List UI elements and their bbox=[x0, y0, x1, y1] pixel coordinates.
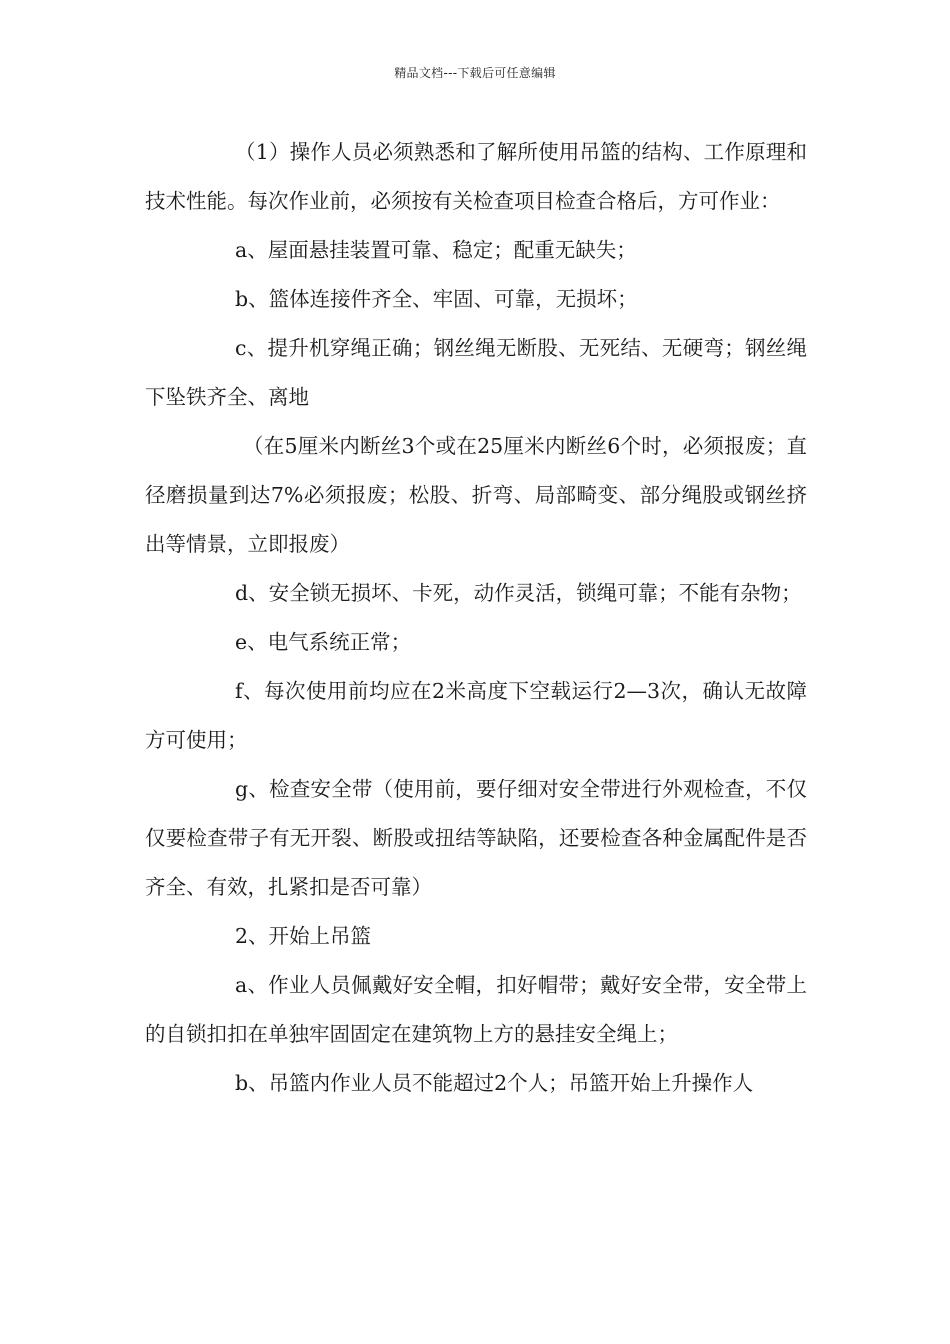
paragraph-wire-rope-scrap-criteria: （在5厘米内断丝3个或在25厘米内断丝6个时，必须报废；直径磨损量到达7%必须报废；松股、折弯、局部畸变、部分绳股或钢丝挤出等情景，立即报废） bbox=[145, 434, 807, 556]
paragraph-item-c: c、提升机穿绳正确；钢丝绳无断股、无死结、无硬弯；钢丝绳下坠铁齐全、离地 bbox=[145, 336, 807, 409]
paragraph-item-g: g、检查安全带（使用前，要仔细对安全带进行外观检查，不仅仅要检查带子有无开裂、断股或扭结等缺陷，还要检查各种金属配件是否齐全、有效，扎紧扣是否可靠） bbox=[145, 777, 807, 899]
paragraph-item-e: e、电气系统正常； bbox=[235, 630, 412, 654]
paragraph-operator-requirements: （1）操作人员必须熟悉和了解所使用吊篮的结构、工作原理和技术性能。每次作业前，必须按有关检查项目检查合格后，方可作业： bbox=[145, 140, 807, 213]
paragraph-item-a: a、屋面悬挂装置可靠、稳定；配重无缺失； bbox=[235, 238, 637, 262]
paragraph-section2-item-a: a、作业人员佩戴好安全帽，扣好帽带；戴好安全带，安全带上的自锁扣扣在单独牢固固定在建筑物上方的悬挂安全绳上； bbox=[145, 973, 807, 1046]
paragraph-item-b: b、篮体连接件齐全、牢固、可靠，无损坏； bbox=[235, 287, 638, 311]
section-heading-2: 2、开始上吊篮 bbox=[235, 924, 372, 948]
paragraph-item-f: f、每次使用前均应在2米高度下空载运行2—3次，确认无故障方可使用； bbox=[145, 679, 807, 752]
paragraph-section2-item-b: b、吊篮内作业人员不能超过2个人；吊篮开始上升操作人 bbox=[235, 1071, 754, 1095]
paragraph-item-d: d、安全锁无损坏、卡死，动作灵活，锁绳可靠；不能有杂物； bbox=[235, 581, 802, 605]
page-header: 精品文档---下载后可任意编辑 bbox=[394, 66, 556, 80]
document-body bbox=[145, 128, 807, 1108]
